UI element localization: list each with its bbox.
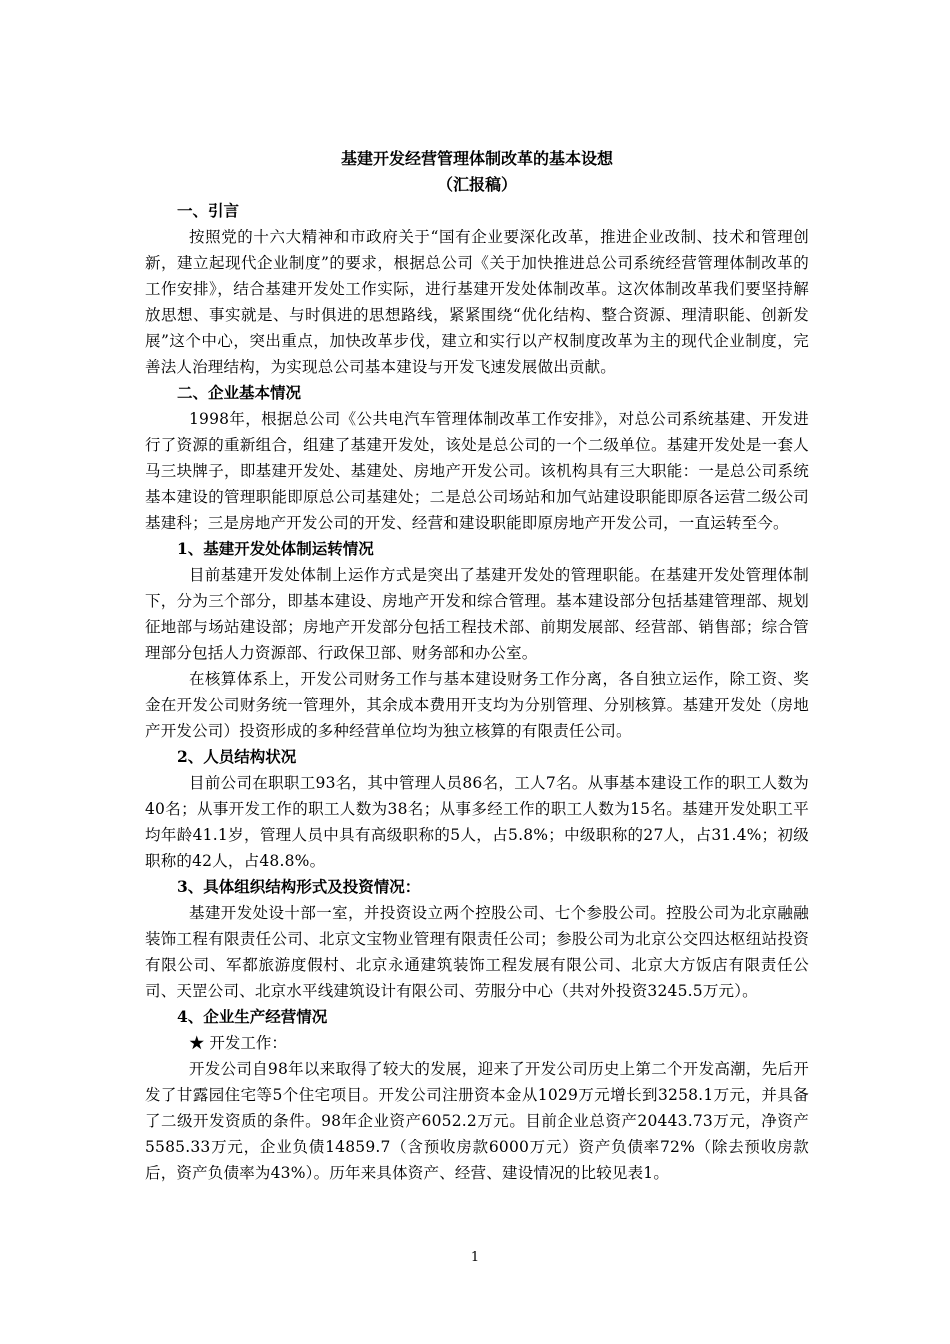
paragraph-development: 开发公司自98年以来取得了较大的发展，迎来了开发公司历史上第二个开发高潮，先后开发了甘露园住宅等5个住宅项目。开发公司注册资本金从1029万元增长到3258.1万元，并具备了二级开发资质的条件。98年企业资产6052.2万元。目前企业总资产20443.73万元，净资产5585.33万元，企业负债14859.7（含预收房款6000万元）资产负债率72%（除去预收房款后，资产负债率为43%）。历年来具体资产、经营、建设情况的比较见表1。 [145, 1060, 809, 1182]
subsection-heading-operations: 4、企业生产经营情况 [177, 1007, 328, 1026]
paragraph-personnel: 目前公司在职职工93名，其中管理人员86名，工人7名。从事基本建设工作的职工人数为40名；从事开发工作的职工人数为38名；从事多经工作的职工人数为15名。基建开发处职工平均年龄41.1岁，管理人员中具有高级职称的5人，占5.8%；中级职称的27人，占31.4%；初级职称的42人，占48.8%。 [145, 774, 809, 870]
document-body [145, 146, 809, 1186]
section-heading-basic-situation: 二、企业基本情况 [177, 383, 302, 402]
document-title: 基建开发经营管理体制改革的基本设想 [340, 149, 613, 168]
paragraph-accounting-system: 在核算体系上，开发公司财务工作与基本建设财务工作分离，各自独立运作，除工资、奖金在开发公司财务统一管理外，其余成本费用开支均为分别管理、分别核算。基建开发处（房地产开发公司）投资形成的多种经营单位均为独立核算的有限责任公司。 [145, 670, 809, 740]
subsection-heading-operation: 1、基建开发处体制运转情况 [177, 539, 374, 558]
paragraph-organization: 基建开发处设十部一室，并投资设立两个控股公司、七个参股公司。控股公司为北京融融装饰工程有限责任公司、北京文宝物业管理有限责任公司；参股公司为北京公交四达枢纽站投资有限公司、军都旅游度假村、北京永通建筑装饰工程发展有限公司、北京大方饭店有限责任公司、天罡公司、北京水平线建筑设计有限公司、劳服分中心（共对外投资3245.5万元）。 [145, 904, 809, 1000]
subsection-heading-organization: 3、具体组织结构形式及投资情况： [177, 877, 421, 896]
document-subtitle: （汇报稿） [436, 175, 517, 194]
paragraph-operation-structure: 目前基建开发处体制上运作方式是突出了基建开发处的管理职能。在基建开发处管理体制下，分为三个部分，即基本建设、房地产开发和综合管理。基本建设部分包括基建管理部、规划征地部与场站建设部；房地产开发部分包括工程技术部、前期发展部、经营部、销售部；综合管理部分包括人力资源部、行政保卫部、财务部和办公室。 [145, 566, 809, 662]
paragraph-basic-situation: 1998年，根据总公司《公共电汽车管理体制改革工作安排》，对总公司系统基建、开发进行了资源的重新组合，组建了基建开发处，该处是总公司的一个二级单位。基建开发处是一套人马三块牌子，即基建开发处、基建处、房地产开发公司。该机构具有三大职能：一是总公司系统基本建设的管理职能即原总公司基建处；二是总公司场站和加气站建设职能即原各运营二级公司基建科；三是房地产开发公司的开发、经营和建设职能即原房地产开发公司，一直运转至今。 [145, 410, 809, 532]
section-heading-introduction: 一、引言 [177, 201, 240, 220]
page-number: 1 [470, 1250, 480, 1265]
paragraph-introduction: 按照党的十六大精神和市政府关于“国有企业要深化改革，推进企业改制、技术和管理创新，建立起现代企业制度”的要求，根据总公司《关于加快推进总公司系统经营管理体制改革的工作安排》，结合基建开发处工作实际，进行基建开发处体制改革。这次体制改革我们要坚持解放思想、事实就是、与时俱进的思想路线，紧紧围绕“优化结构、整合资源、理清职能、创新发展”这个中心，突出重点，加快改革步伐，建立和实行以产权制度改革为主的现代企业制度，完善法人治理结构，为实现总公司基本建设与开发飞速发展做出贡献。 [145, 228, 809, 376]
star-item-development: ★ 开发工作： [189, 1034, 287, 1052]
subsection-heading-personnel: 2、人员结构状况 [177, 747, 297, 766]
